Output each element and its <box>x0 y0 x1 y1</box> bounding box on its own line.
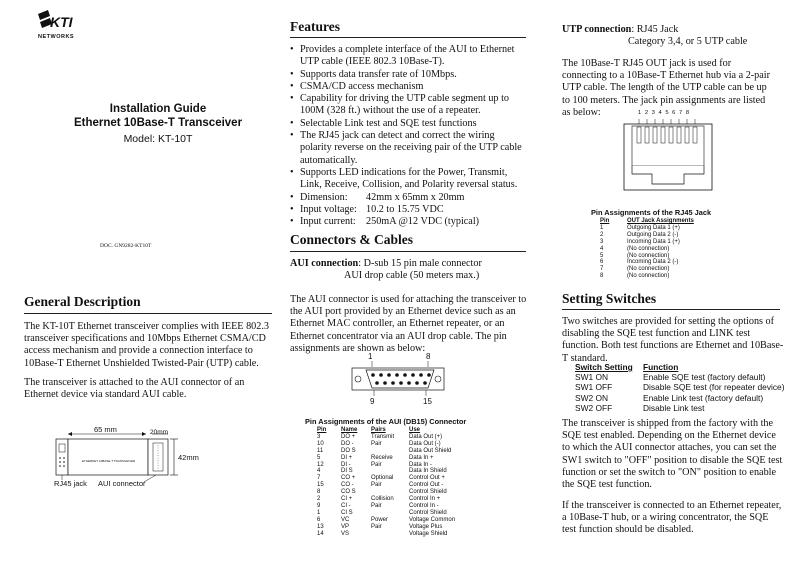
table-row <box>600 253 750 260</box>
table-row-cell: 11 <box>317 447 324 454</box>
table-row-cell: Incoming Data 2 (-) <box>627 259 679 266</box>
connectors-heading-rule <box>290 251 526 252</box>
table-row <box>575 403 785 413</box>
table-row-cell: 8 <box>317 489 321 496</box>
table-row <box>317 503 487 510</box>
table-row-cell: 1 <box>317 509 321 516</box>
switches-intro: Two switches are provided for setting the options of disabling the SQE test function and LINK test function. Both test functions are Ethernet and 10Base-T standard. <box>562 316 784 364</box>
table-row-cell: Disable Link test <box>643 402 705 413</box>
width-dimension-label: 65 mm <box>94 425 117 434</box>
spec-value: 10.2 to 15.75 VDC <box>366 203 444 215</box>
table-row-cell: (No connection) <box>627 245 670 252</box>
table-row-cell: Data In + <box>409 454 434 461</box>
table-header-cell: Function <box>643 362 679 372</box>
logo <box>36 8 76 44</box>
features-list <box>290 44 526 228</box>
table-row-cell: 6 <box>600 259 604 266</box>
utp-connection-value: : RJ45 Jack <box>631 24 679 35</box>
table-row-cell: VP <box>341 523 350 530</box>
feature-item: • Supports LED indications for the Power, Transmit, Link, Receive, Collision, and Polarity reversal status. <box>290 167 526 192</box>
table-row-cell <box>371 468 409 475</box>
table-row-cell: CI - <box>341 502 351 509</box>
general-description-p1: The KT-10T Ethernet transceiver complies with IEEE 802.3 transceiver specifications and 10Mbps Ethernet CSMA/CD access mechanism and provide a connection interface to 10Base-T Ethernet Unshielded Twisted-Pair (UTP) cable. <box>24 321 269 369</box>
depth-dimension-label: 20mm <box>150 429 169 436</box>
table-row-cell: Data Out (+) <box>409 433 443 440</box>
spec-value: 42mm x 65mm x 20mm <box>366 191 465 203</box>
table-header-cell: Pairs <box>371 427 386 433</box>
table-row-cell: Control Shield <box>409 509 447 516</box>
table-row-cell: 13 <box>317 523 324 530</box>
table-row-cell: Data Out (-) <box>409 440 441 447</box>
table-row-cell: Pair <box>371 523 382 530</box>
spec-label: Input voltage: <box>300 203 357 215</box>
switches-heading-rule <box>562 309 780 310</box>
table-row-cell: DI - <box>341 461 351 468</box>
table-row-cell: Voltage Shield <box>409 530 448 537</box>
table-row-cell: CO - <box>341 482 354 489</box>
table-row-cell: 10 <box>317 440 324 447</box>
table-row-cell: Enable Link test (factory default) <box>643 392 764 403</box>
table-row-cell: Data Out Shield <box>409 447 452 454</box>
table-row-cell <box>371 531 409 538</box>
db15-pin-table <box>317 427 487 538</box>
table-row-cell: Transmit <box>371 433 395 440</box>
table-row-cell: 9 <box>317 502 321 509</box>
db15-pin-8-label: 8 <box>426 352 431 361</box>
table-row-cell: Control Out - <box>409 482 444 489</box>
table-row <box>600 259 750 266</box>
db15-connector-icon <box>348 352 448 408</box>
table-row-cell: Pair <box>371 440 382 447</box>
table-row-cell: DI S <box>341 468 353 475</box>
switches-repeater-note: If the transceiver is connected to an Ethernet repeater, a 10Base-T hub, or a wiring concentrator, the SQE test function should be disabled. <box>562 500 782 536</box>
table-row-cell: SW1 OFF <box>575 382 613 393</box>
table-row <box>317 510 487 517</box>
spec-item <box>290 216 526 228</box>
table-row-cell: (No connection) <box>627 266 670 273</box>
table-row-cell: 8 <box>600 273 604 280</box>
table-row-cell: 2 <box>600 231 604 238</box>
table-row-cell: 1 <box>600 224 604 231</box>
db15-table-title: Pin Assignments of the AUI (DB15) Connector <box>305 417 467 426</box>
aui-connection-value: : D-sub 15 pin male connector <box>358 258 482 269</box>
table-header-cell: Pin <box>317 427 327 433</box>
table-row-cell: 5 <box>600 252 604 259</box>
table-header-cell: OUT Jack Assignments <box>627 218 694 224</box>
logo-text: KTI <box>50 14 73 30</box>
table-row-cell: 15 <box>317 482 324 489</box>
aui-connection-label: AUI connection <box>290 258 359 269</box>
features-bullets <box>290 44 526 228</box>
aui-connection-line2: AUI drop cable (50 meters max.) <box>344 270 480 281</box>
table-row-cell: (No connection) <box>627 273 670 280</box>
table-row-cell: Pair <box>371 482 382 489</box>
spec-value: 250mA @12 VDC (typical) <box>366 216 480 228</box>
table-row-cell: 5 <box>317 454 321 461</box>
aui-connector-label: AUI connector <box>98 479 146 488</box>
feature-item: • Supports data transfer rate of 10Mbps. <box>290 69 526 81</box>
feature-item: • The RJ45 jack can detect and correct the wiring polarity reverse on the receiving pair of the UTP cable automatically. <box>290 130 526 167</box>
table-row-cell: VC <box>341 516 350 523</box>
table-row-cell: Collision <box>371 496 394 503</box>
table-row <box>600 239 750 246</box>
table-row <box>317 524 487 531</box>
table-row-cell: Pair <box>371 502 382 509</box>
table-row-cell: 4 <box>317 468 321 475</box>
table-row <box>575 382 785 392</box>
table-row <box>317 434 487 441</box>
product-title: Ethernet 10Base-T Transceiver <box>73 117 243 129</box>
guide-title: Installation Guide <box>109 103 207 115</box>
table-row-cell: Data In Shield <box>409 468 447 475</box>
db15-pin-9-label: 9 <box>370 397 375 406</box>
feature-item: • CSMA/CD access mechanism <box>290 81 526 93</box>
doc-number: DOC. GN9282-KT10T <box>100 243 152 249</box>
switches-detail: The transceiver is shipped from the factory with the SQE test enabled. Depending on the Ethernet device to which the AUI connector attaches, you can set the SW1 switch to "OFF" position to disable the SQE test function or set the switch to "ON" position to enable the SQE test function. <box>562 418 783 491</box>
aui-description: The AUI connector is used for attaching the transceiver to the AUI port provided by an Ethernet device such as an Ethernet MAC controller, an Ethernet repeater, or an Ethernet concentrator via an AUI drop cable. The pin assignments are shown as below: <box>290 294 527 354</box>
table-row <box>317 482 487 489</box>
table-row-cell: Voltage Common <box>409 516 456 523</box>
transceiver-diagram <box>48 422 218 494</box>
db15-pin-15-label: 15 <box>423 397 432 406</box>
table-row <box>575 393 785 403</box>
feature-item: • Provides a complete interface of the AUI to Ethernet UTP cable (IEEE 802.3 10Base-T). <box>290 44 526 69</box>
features-heading-rule <box>290 37 526 38</box>
table-row-cell: Control Out + <box>409 475 445 482</box>
table-row-cell: 4 <box>600 245 604 252</box>
height-dimension-label: 42mm <box>178 453 199 462</box>
table-row-cell: 7 <box>317 475 321 482</box>
table-row-cell: DO S <box>341 447 356 454</box>
features-heading: Features <box>290 19 340 34</box>
body-print: ETHERNET 10BASE-T TRANSCEIVER <box>82 459 136 463</box>
table-row-cell: Incoming Data 1 (+) <box>627 238 680 245</box>
table-row <box>600 232 750 239</box>
table-header-cell: Switch Setting <box>575 362 633 372</box>
table-row-cell: Receive <box>371 454 393 461</box>
table-row <box>317 448 487 455</box>
table-row-cell: VS <box>341 530 350 537</box>
spec-item <box>290 204 526 216</box>
table-row-cell: Data In - <box>409 461 433 468</box>
table-row-cell: SW2 ON <box>575 392 609 403</box>
table-row <box>317 475 487 482</box>
table-row-cell: 12 <box>317 461 324 468</box>
table-row <box>317 462 487 469</box>
table-row <box>317 468 487 475</box>
table-row <box>317 496 487 503</box>
table-row <box>317 489 487 496</box>
table-header-cell: Name <box>341 427 358 433</box>
utp-connection-line1 <box>562 24 678 36</box>
table-row-cell: SW1 ON <box>575 372 609 383</box>
table-row-cell: CO + <box>341 475 356 482</box>
table-row <box>317 517 487 524</box>
utp-connection-label: UTP connection <box>562 24 632 35</box>
aui-connection-line1 <box>290 258 530 270</box>
rj45-jack-label: RJ45 jack <box>54 479 87 488</box>
table-row-cell: Disable SQE test (for repeater device) <box>643 382 785 393</box>
table-row <box>600 273 750 280</box>
rj45-diagram <box>614 110 724 202</box>
table-row-cell: Control In + <box>409 496 441 503</box>
table-row-cell: SW2 OFF <box>575 402 613 413</box>
general-description-p2: The transceiver is attached to the AUI connector of an Ethernet device via standard AUI cable. <box>24 377 245 401</box>
table-row-cell: Power <box>371 516 389 523</box>
feature-item: • Capability for driving the UTP cable segment up to 100M (328 ft.) without the use of a repeater. <box>290 93 526 118</box>
rj45-jack-icon <box>614 110 724 202</box>
table-header <box>317 427 487 434</box>
table-row <box>317 441 487 448</box>
general-heading-rule <box>24 313 272 314</box>
table-row-cell: Control Shield <box>409 489 447 496</box>
table-row-cell <box>371 510 409 517</box>
table-row-cell: Voltage Plus <box>409 523 443 530</box>
db15-diagram <box>348 352 448 408</box>
table-row-cell: (No connection) <box>627 252 670 259</box>
general-description-heading: General Description <box>24 294 141 309</box>
rj45-pin-table <box>600 218 750 280</box>
table-row-cell: Control In - <box>409 502 439 509</box>
table-row <box>317 531 487 538</box>
table-header <box>600 218 750 225</box>
table-row-cell: Outgoing Data 2 (-) <box>627 231 679 238</box>
utp-description: The 10Base-T RJ45 OUT jack is used for connecting to a 10Base-T Ethernet hub via a 2-pair UTP cable. The length of the UTP cable can be up to 100 meters. The jack pin assignments are listed as below: <box>562 58 771 118</box>
spec-item <box>290 192 526 204</box>
spec-label: Input current: <box>300 216 356 228</box>
table-row-cell: 3 <box>317 433 321 440</box>
table-row-cell: 14 <box>317 530 324 537</box>
table-row <box>317 455 487 462</box>
table-row-cell <box>371 448 409 455</box>
table-row <box>600 225 750 232</box>
connectors-heading: Connectors & Cables <box>290 232 413 247</box>
table-row-cell: DO + <box>341 433 356 440</box>
table-row-cell: CI + <box>341 496 353 503</box>
table-row-cell: Enable SQE test (factory default) <box>643 372 766 383</box>
table-row <box>600 246 750 253</box>
db15-pin-1-label: 1 <box>368 352 373 361</box>
table-row-cell: DI + <box>341 454 353 461</box>
rj45-table-title: Pin Assignments of the RJ45 Jack <box>591 208 712 217</box>
feature-item: • Selectable Link test and SQE test functions <box>290 118 526 130</box>
spec-label: Dimension: <box>300 191 348 203</box>
table-row-cell: 3 <box>600 238 604 245</box>
utp-connection-line2: Category 3,4, or 5 UTP cable <box>628 36 748 47</box>
logo-subtext: NETWORKS <box>38 34 75 40</box>
table-row-cell: CI S <box>341 509 353 516</box>
table-row-cell: CO S <box>341 489 356 496</box>
switch-settings-table <box>575 362 785 413</box>
table-header-cell: Use <box>409 427 421 433</box>
table-row-cell: Outgoing Data 1 (+) <box>627 224 680 231</box>
model-number: Model: KT-10T <box>123 133 193 145</box>
table-row-cell <box>371 489 409 496</box>
table-row-cell: Optional <box>371 475 394 482</box>
table-row <box>600 266 750 273</box>
table-header <box>575 362 785 372</box>
table-row-cell: 7 <box>600 266 604 273</box>
table-row-cell: Pair <box>371 461 382 468</box>
table-row-cell: 6 <box>317 516 321 523</box>
table-row-cell: DO - <box>341 440 354 447</box>
setting-switches-heading: Setting Switches <box>562 291 657 306</box>
table-row-cell: 2 <box>317 496 321 503</box>
table-header-cell: Pin <box>600 218 610 224</box>
table-row <box>575 372 785 382</box>
rj45-pin-numbers: 1 2 3 4 5 6 7 8 <box>638 110 691 116</box>
